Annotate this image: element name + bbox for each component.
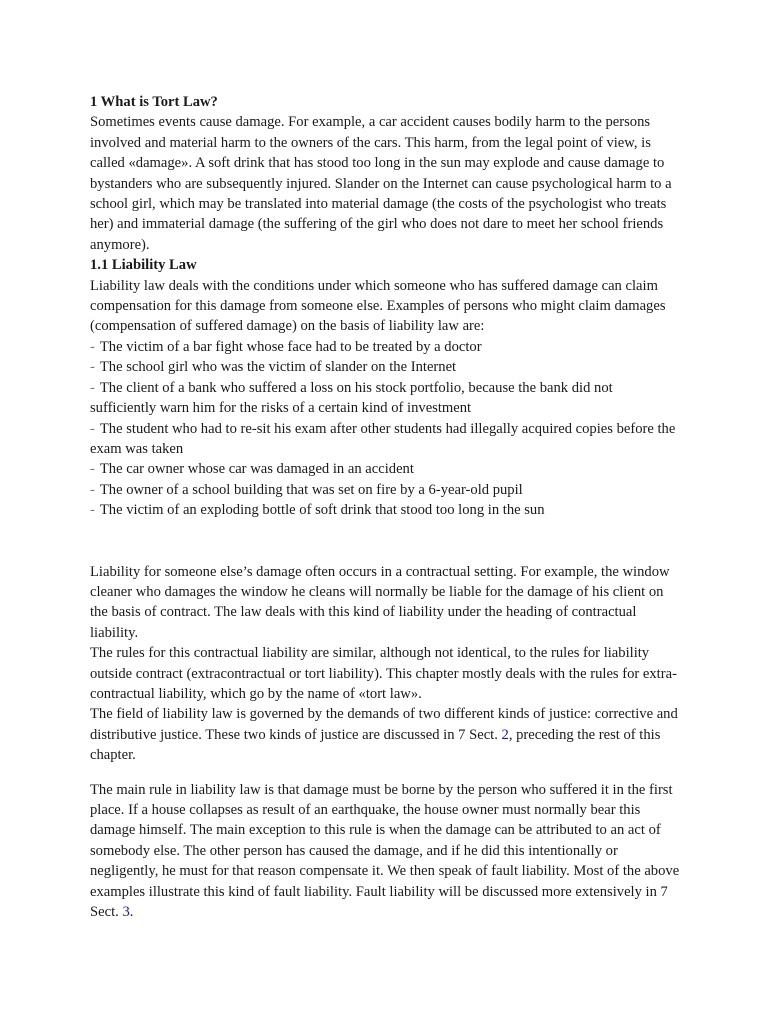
paragraph-main-rule-text: The main rule in liability law is that damage must be borne by the person who suffered it in the first place. If a house collapses as result of an earthquake, the house owner must normally bear this damage himself. The main exception to this rule is when the damage can be attributed to an act of somebody else. The other person has caused the damage, and if he did this intentionally or negligently, he must for that reason compensate it. We then speak of fault liability. Most of the above examples illustrate this kind of fault liability. Fault liability will be discussed more extensively in 7 Sect. <box>90 781 680 921</box>
list-item <box>90 500 682 520</box>
section-link-3[interactable]: 3 <box>122 904 130 921</box>
blank-space <box>90 766 682 780</box>
paragraph-justice <box>90 704 682 765</box>
list-item-text: The owner of a school building that was set on fire by a 6-year-old pupil <box>99 481 523 498</box>
list-item-text: The victim of an exploding bottle of soft drink that stood too long in the sun <box>99 502 545 519</box>
document-body <box>90 92 682 922</box>
list-item <box>90 357 682 377</box>
dash-bullet: - <box>90 420 95 437</box>
examples-list <box>90 337 682 521</box>
section-heading-liability-law: 1.1 Liability Law <box>90 257 197 274</box>
list-item <box>90 419 682 460</box>
dash-bullet: - <box>90 502 95 519</box>
paragraph-damage-intro: Sometimes events cause damage. For example, a car accident causes bodily harm to the persons involved and material harm to the owners of the cars. This harm, from the legal point of view, is called «damage». A soft drink that has stood too long in the sun may explode and cause damage to bystanders who are subsequently injured. Slander on the Internet can cause psychological harm to a school girl, which may be translated into material damage (the costs of the psychologist who treats her) and immaterial damage (the suffering of the girl who does not dare to meet her school friends anymore). <box>90 114 672 253</box>
list-item <box>90 459 682 479</box>
list-item-text: The car owner whose car was damaged in an accident <box>99 461 414 478</box>
list-item-text: The victim of a bar fight whose face had to be treated by a doctor <box>99 338 482 355</box>
paragraph-contractual-setting: Liability for someone else’s damage often occurs in a contractual setting. For example, the window cleaner who damages the window he cleans will normally be liable for the damage of his client on the basis of contract. The law deals with this kind of liability under the heading of contractual liability. <box>90 563 670 641</box>
dash-bullet: - <box>90 338 95 355</box>
list-item <box>90 480 682 500</box>
paragraph-liability-intro: Liability law deals with the conditions under which someone who has suffered damage can claim compensation for this damage from someone else. Examples of persons who might claim damages (compensation of suffered damage) on the basis of liability law are: <box>90 277 666 335</box>
list-item <box>90 337 682 357</box>
list-item-text: The school girl who was the victim of slander on the Internet <box>99 359 457 376</box>
section-heading-tort-law: 1 What is Tort Law? <box>90 94 218 110</box>
paragraph-justice-tail: , preceding the rest of this chapter. <box>90 726 661 764</box>
dash-bullet: - <box>90 481 95 498</box>
paragraph-justice-text: The field of liability law is governed by the demands of two different kinds of justice: corrective and distributive justice. These two kinds of justice are discussed in 7 Sect. <box>90 706 678 743</box>
dash-bullet: - <box>90 379 95 396</box>
paragraph-main-rule-tail: . <box>129 904 134 921</box>
list-item-text: The student who had to re-sit his exam after other students had illegally acquired copies before the exam was taken <box>90 420 676 457</box>
blank-space <box>90 521 682 562</box>
section-link-2[interactable]: 2 <box>501 726 509 743</box>
list-item <box>90 378 682 419</box>
paragraph-contractual-rules: The rules for this contractual liability are similar, although not identical, to the rules for liability outside contract (extracontractual or tort liability). This chapter mostly deals with the rules for extra-contractual liability, which go by the name of «tort law». <box>90 645 677 702</box>
list-item-text: The client of a bank who suffered a loss on his stock portfolio, because the bank did not sufficiently warn him for the risks of a certain kind of investment <box>90 379 613 417</box>
dash-bullet: - <box>90 461 95 478</box>
dash-bullet: - <box>90 359 95 376</box>
paragraph-main-rule <box>90 780 682 923</box>
